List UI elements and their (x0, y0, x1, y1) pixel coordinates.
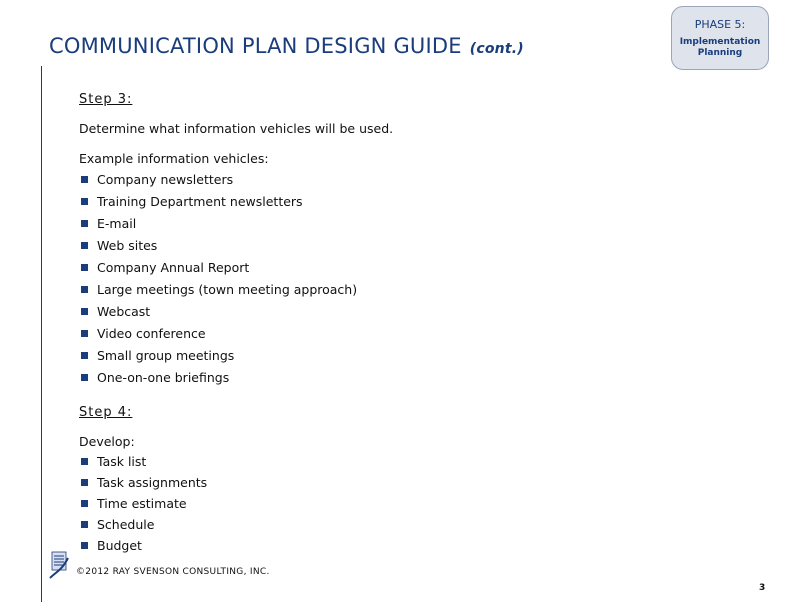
square-bullet-icon (81, 330, 88, 337)
square-bullet-icon (81, 242, 88, 249)
list-item (79, 451, 679, 472)
phase-label: PHASE 5: (694, 18, 746, 31)
list-item (79, 367, 679, 389)
list-item-text: Small group meetings (97, 348, 235, 363)
square-bullet-icon (81, 458, 88, 465)
copyright-footer: ©2012 RAY SVENSON CONSULTING, INC. (76, 567, 270, 577)
step-4-heading: Step 4: (79, 405, 133, 420)
list-item (79, 493, 679, 514)
list-item-text: Company newsletters (97, 172, 234, 187)
step-3-intro: Example information vehicles: (79, 151, 269, 166)
square-bullet-icon (81, 198, 88, 205)
page-title-text: COMMUNICATION PLAN DESIGN GUIDE (49, 34, 462, 58)
list-item-text: Large meetings (town meeting approach) (97, 282, 358, 297)
list-item (79, 169, 679, 191)
square-bullet-icon (81, 542, 88, 549)
list-item-text: Budget (97, 538, 142, 553)
list-item (79, 535, 679, 556)
left-rule (41, 66, 42, 602)
phase-badge (671, 6, 769, 70)
list-item (79, 472, 679, 493)
list-item (79, 213, 679, 235)
main-content (79, 92, 679, 556)
page-title-suffix: (cont.) (469, 41, 524, 57)
list-item (79, 301, 679, 323)
square-bullet-icon (81, 521, 88, 528)
list-item (79, 345, 679, 367)
list-item (79, 235, 679, 257)
page-title (49, 34, 524, 58)
list-item (79, 279, 679, 301)
square-bullet-icon (81, 176, 88, 183)
list-item (79, 257, 679, 279)
page-number: 3 (759, 583, 766, 593)
list-item-text: Company Annual Report (97, 260, 250, 275)
square-bullet-icon (81, 374, 88, 381)
square-bullet-icon (81, 308, 88, 315)
square-bullet-icon (81, 286, 88, 293)
list-item-text: Time estimate (97, 496, 187, 511)
square-bullet-icon (81, 500, 88, 507)
square-bullet-icon (81, 220, 88, 227)
list-item-text: E-mail (97, 216, 137, 231)
company-logo-icon (48, 550, 70, 580)
list-item-text: One-on-one briefings (97, 370, 230, 385)
list-item-text: Schedule (97, 517, 155, 532)
list-item-text: Video conference (97, 326, 206, 341)
step-3-heading: Step 3: (79, 92, 133, 107)
list-item (79, 323, 679, 345)
list-item-text: Web sites (97, 238, 158, 253)
phase-name: Implementation Planning (679, 37, 761, 58)
square-bullet-icon (81, 479, 88, 486)
list-item-text: Task assignments (97, 475, 208, 490)
square-bullet-icon (81, 264, 88, 271)
square-bullet-icon (81, 352, 88, 359)
step-4-intro: Develop: (79, 434, 135, 449)
list-item-text: Training Department newsletters (97, 194, 303, 209)
list-item-text: Task list (97, 454, 147, 469)
list-item (79, 514, 679, 535)
step-3-list (79, 169, 679, 389)
step-3-text: Determine what information vehicles will be used. (79, 121, 394, 136)
step-4-list (79, 451, 679, 556)
list-item-text: Webcast (97, 304, 151, 319)
list-item (79, 191, 679, 213)
